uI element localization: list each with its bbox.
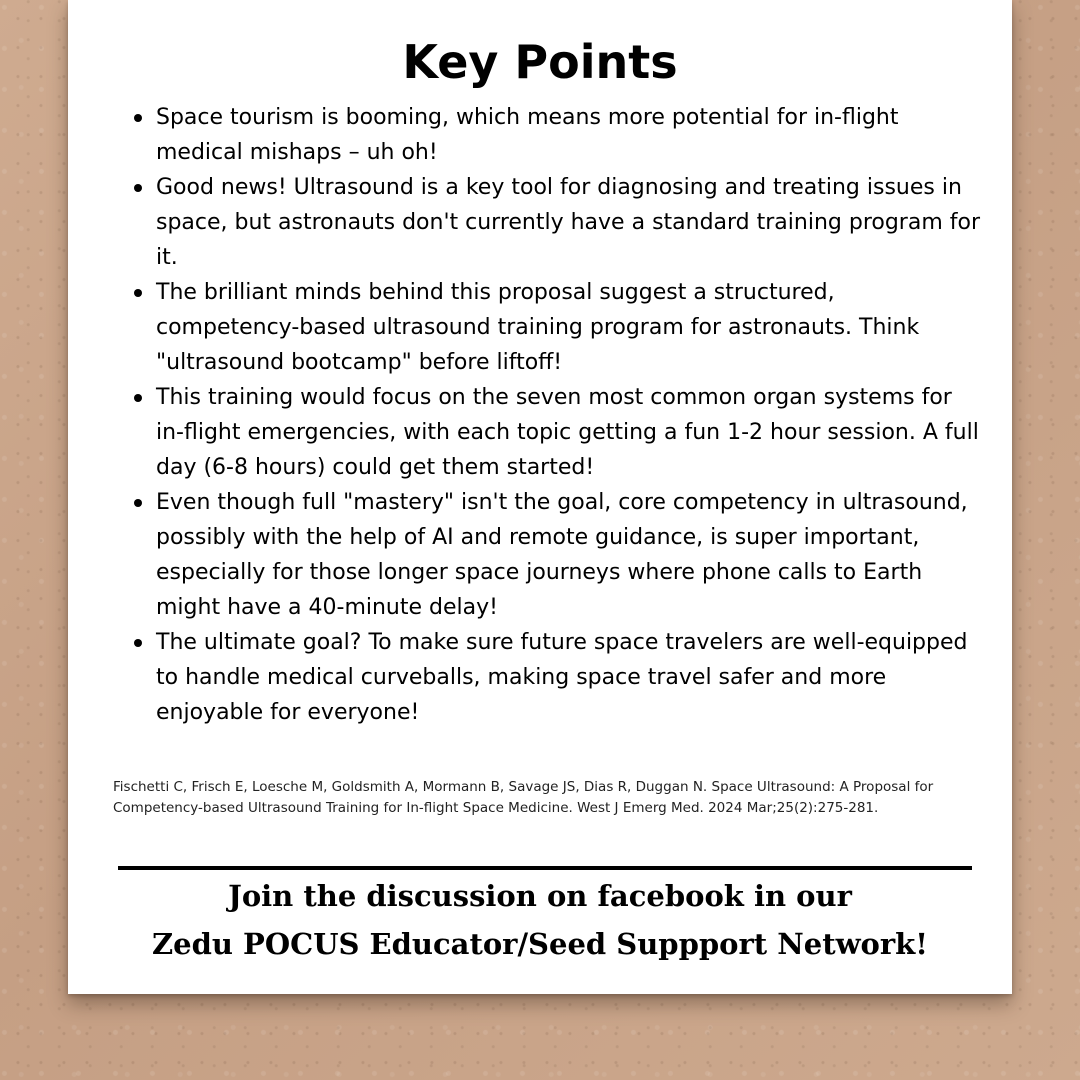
- list-item: [132, 485, 982, 625]
- list-item: [132, 100, 982, 170]
- bullet-icon: [134, 499, 142, 507]
- key-points-list: [132, 100, 982, 730]
- bullet-icon: [134, 639, 142, 647]
- divider: [118, 866, 972, 870]
- bullet-icon: [134, 394, 142, 402]
- list-item: [132, 625, 982, 730]
- list-item-text: Space tourism is booming, which means more potential for in-flight medical mishaps – uh oh!: [156, 105, 899, 165]
- call-to-action-line-1: Join the discussion on facebook in our: [228, 879, 852, 913]
- list-item-text: Even though full "mastery" isn't the goal, core competency in ultrasound, possibly with the help of AI and remote guidance, is super important, especially for those longer space journeys where phone calls to Earth might have a 40-minute delay!: [156, 490, 968, 620]
- page-title: Key Points: [402, 35, 678, 89]
- key-points-card: [68, 0, 1012, 994]
- list-item-text: Good news! Ultrasound is a key tool for diagnosing and treating issues in space, but astronauts don't currently have a standard training program for it.: [156, 175, 981, 270]
- list-item: [132, 380, 982, 485]
- call-to-action-line-2: Zedu POCUS Educator/Seed Suppport Network!: [151, 927, 929, 961]
- list-item: [132, 275, 982, 380]
- list-item-text: The brilliant minds behind this proposal suggest a structured, competency-based ultrasound training program for astronauts. Think "ultrasound bootcamp" before liftoff!: [156, 280, 920, 375]
- list-item: [132, 170, 982, 275]
- list-item-text: This training would focus on the seven most common organ systems for in-flight emergencies, with each topic getting a fun 1-2 hour session. A full day (6-8 hours) could get them started!: [156, 385, 979, 480]
- bullet-icon: [134, 184, 142, 192]
- bullet-icon: [134, 114, 142, 122]
- call-to-action: [68, 872, 1012, 968]
- list-item-text: The ultimate goal? To make sure future space travelers are well-equipped to handle medical curveballs, making space travel safer and more enjoyable for everyone!: [156, 630, 968, 725]
- bullet-icon: [134, 289, 142, 297]
- citation: Fischetti C, Frisch E, Loesche M, Goldsmith A, Mormann B, Savage JS, Dias R, Duggan N. Space Ultrasound: A Proposal for Competency-based Ultrasound Training for In-flight Space Medicine. West J Emerg Med. 2024 Mar;25(2):275-281.: [113, 779, 934, 816]
